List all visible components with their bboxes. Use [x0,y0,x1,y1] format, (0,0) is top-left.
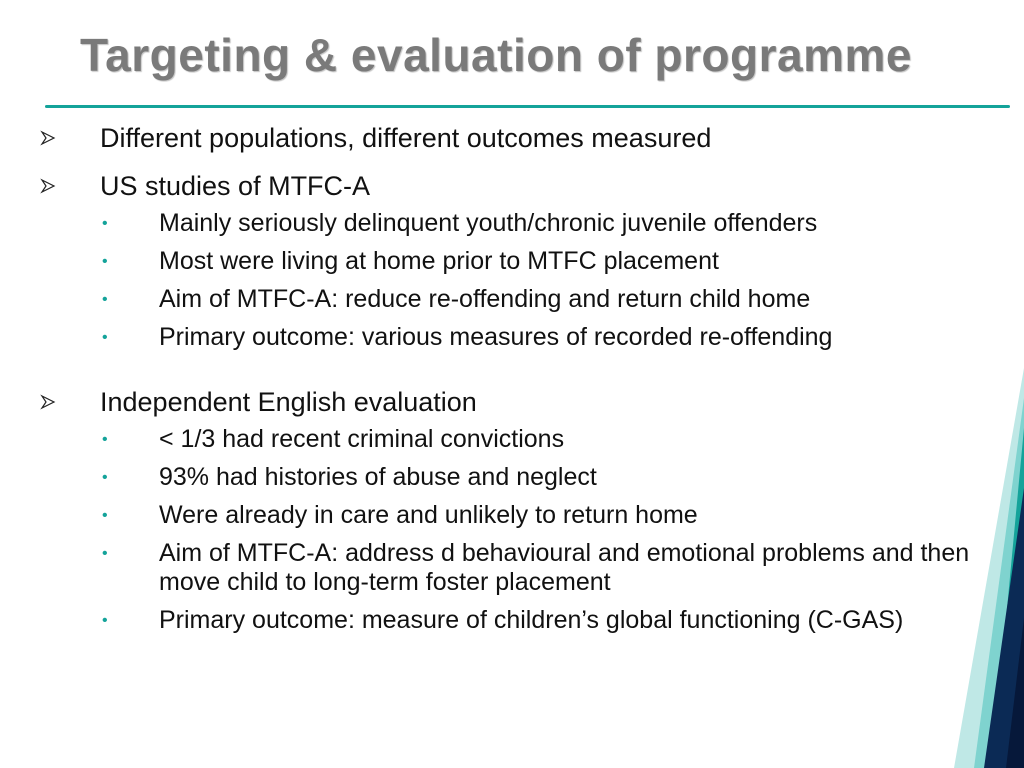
sub-bullet-text: Aim of MTFC-A: reduce re-offending and return child home [159,285,811,313]
bullet-text: Different populations, different outcomes measured [100,123,712,153]
slide-title: Targeting & evaluation of programme [80,29,912,81]
dot-bullet-icon: • [102,431,108,448]
bullet-different-populations [40,122,1000,154]
sub-bullet-text: Aim of MTFC-A: address d behavioural and emotional problems and then move child to long-term foster placement [159,539,970,596]
sub-bullet [40,209,1000,238]
bullet-text: US studies of MTFC-A [100,171,371,201]
sub-bullet [40,539,1000,597]
arrow-bullet-icon [40,394,56,410]
sub-bullet [40,463,1000,492]
sub-bullet [40,501,1000,530]
sub-bullet-text: Were already in care and unlikely to return home [159,501,698,529]
bullet-text: Independent English evaluation [100,387,477,417]
slide-body [40,116,1000,635]
corner-decoration [914,368,1024,768]
sub-bullet-text: 93% had histories of abuse and neglect [159,463,597,491]
sub-bullet [40,247,1000,276]
dot-bullet-icon: • [102,612,108,629]
sub-bullet-text: Primary outcome: measure of children’s global functioning (C-GAS) [159,606,904,634]
dot-bullet-icon: • [102,507,108,524]
dot-bullet-icon: • [102,329,108,346]
sub-bullet [40,425,1000,454]
dot-bullet-icon: • [102,545,108,562]
dot-bullet-icon: • [102,469,108,486]
bullet-english-evaluation [40,386,1000,418]
arrow-bullet-icon [40,178,56,194]
arrow-bullet-icon [40,130,56,146]
dot-bullet-icon: • [102,253,108,270]
sub-bullet [40,323,1000,352]
sub-bullet-text: Mainly seriously delinquent youth/chronic juvenile offenders [159,209,818,237]
bullet-us-studies [40,170,1000,202]
dot-bullet-icon: • [102,215,108,232]
title-divider [45,105,1010,108]
dot-bullet-icon: • [102,291,108,308]
sub-bullet-text: Primary outcome: various measures of recorded re-offending [159,323,833,351]
sub-bullet [40,606,1000,635]
sub-bullet-text: < 1/3 had recent criminal convictions [159,425,565,453]
sub-bullet [40,285,1000,314]
sub-bullet-text: Most were living at home prior to MTFC placement [159,247,719,275]
